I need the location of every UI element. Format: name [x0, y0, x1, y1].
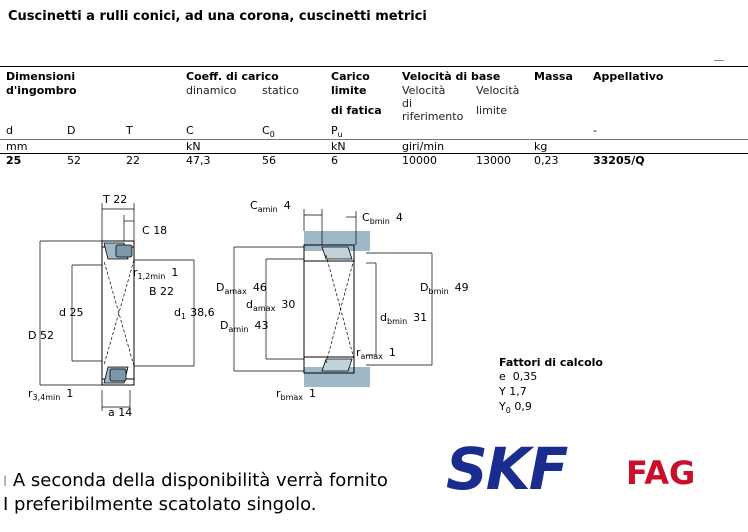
factors-title: Fattori di calcolo — [499, 356, 603, 369]
Damax-label: $D_{amax}$ 46 — [216, 281, 267, 296]
row-C0: 56 — [262, 154, 276, 167]
damax-label: $d_{amax}$ 30 — [246, 298, 296, 313]
unit-mm: mm — [6, 140, 28, 153]
hdr-dingombro: d'ingombro — [6, 84, 77, 97]
C-label: C 18 — [142, 224, 168, 237]
availability-note-line1: I A seconda della disponibilità verrà fornito — [3, 470, 388, 491]
row-Pu: 6 — [331, 154, 338, 167]
sym-Pu: $P_u$ — [331, 124, 343, 140]
row-vl: 13000 — [476, 154, 511, 167]
sym-C0: $C_0$ — [262, 124, 275, 140]
Damin-label: $D_{amin}$ 43 — [220, 319, 269, 334]
roller-bottom — [104, 367, 128, 383]
page-title: Cuscinetti a rulli conici, ad una corona, cuscinetti metrici — [8, 9, 427, 24]
row-D: 52 — [67, 154, 81, 167]
unit-kN1: kN — [186, 140, 201, 153]
row-vr: 10000 — [402, 154, 437, 167]
fag-logo: FAG — [626, 454, 696, 492]
sym-C: C — [186, 124, 194, 137]
skf-logo: SKF — [446, 435, 567, 503]
unit-rpm: giri/min — [402, 140, 445, 153]
hdr-vel-velocita: Velocità — [402, 84, 446, 97]
sym-d: d — [6, 124, 13, 137]
row-designation: 33205/Q — [593, 154, 645, 167]
hdr-dinamico: dinamico — [186, 84, 237, 97]
Cbmin-label: $C_{bmin}$ 4 — [362, 211, 403, 226]
Dbmin-label: $D_{bmin}$ 49 — [420, 281, 469, 296]
Camin-label: $C_{amin}$ 4 — [250, 199, 291, 214]
D-label: D 52 — [28, 329, 54, 342]
hdr-appellativo: Appellativo — [593, 70, 664, 83]
sym-T: T — [126, 124, 133, 137]
factor-Y: Y 1,7 — [499, 385, 527, 398]
factor-e: e 0,35 — [499, 370, 538, 383]
sym-D: D — [67, 124, 76, 137]
r12-label: $r_{1,2min}$ 1 — [133, 266, 179, 281]
T-label: T 22 — [103, 193, 128, 206]
sym-app: - — [593, 124, 597, 137]
hdr-vel-limite: limite — [476, 104, 507, 117]
small-mark — [714, 60, 724, 61]
hdr-dimensioni: Dimensioni — [6, 70, 76, 83]
r34-label: $r_{3,4min}$ 1 — [28, 387, 74, 402]
a-label: a 14 — [108, 406, 133, 419]
d-label: d 25 — [59, 306, 84, 319]
row-C: 47,3 — [186, 154, 211, 167]
symbols-rule — [0, 139, 748, 140]
factor-Y0: $Y_0$ 0,9 — [499, 400, 532, 416]
hdr-di-fatica: di fatica — [331, 104, 382, 117]
abutment-drawing — [216, 195, 476, 410]
roller-top — [104, 243, 132, 259]
hdr-velocita: Velocità di base — [402, 70, 501, 83]
hdr-riferimento: riferimento — [402, 110, 464, 123]
row-mass: 0,23 — [534, 154, 559, 167]
hdr-vel-velocita2: Velocità — [476, 84, 520, 97]
bearing-section-drawing — [0, 185, 230, 425]
availability-note-line2: I preferibilmente scatolato singolo. — [3, 494, 317, 515]
hdr-vel-di: di — [402, 97, 413, 110]
row-T: 22 — [126, 154, 140, 167]
B-label: B 22 — [149, 285, 175, 298]
hdr-statico: statico — [262, 84, 299, 97]
dbmin-label: $d_{bmin}$ 31 — [380, 311, 428, 326]
row-d: 25 — [6, 154, 22, 167]
hdr-coeff: Coeff. di carico — [186, 70, 279, 83]
d1-label: $d_1$ 38,6 — [174, 306, 215, 321]
hdr-carico: Carico — [331, 70, 370, 83]
unit-kN2: kN — [331, 140, 346, 153]
hdr-massa: Massa — [534, 70, 573, 83]
table-top-rule — [0, 66, 748, 67]
hdr-limite: limite — [331, 84, 367, 97]
ramax-label: $r_{amax}$ 1 — [356, 346, 396, 361]
rbmax-label: $r_{bmax}$ 1 — [276, 387, 317, 402]
unit-kg: kg — [534, 140, 548, 153]
